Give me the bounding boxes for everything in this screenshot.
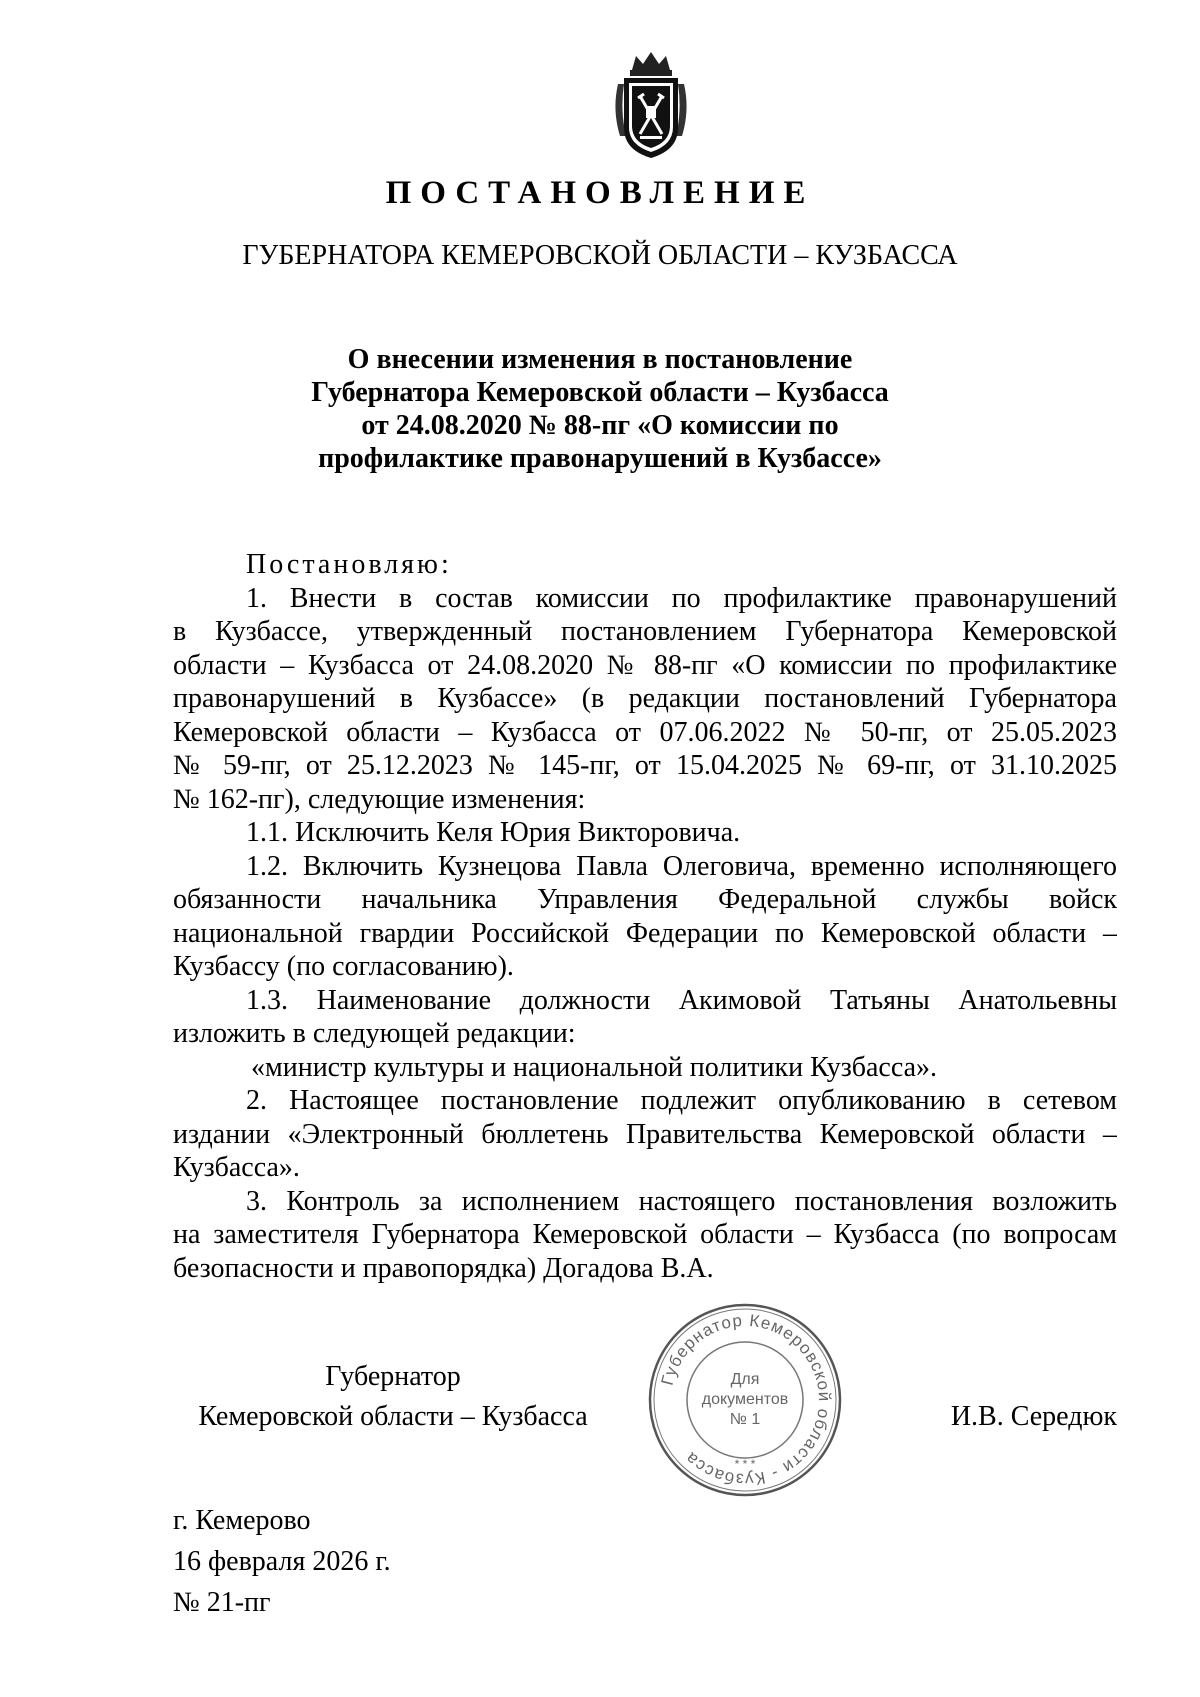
city: г. Кемерово <box>173 1505 311 1536</box>
paragraph-1-line: 1. Внести в состав комиссии по профилактике правонарушений <box>246 582 1117 614</box>
paragraph-1-line: Кемеровской области – Кузбасса от 07.06.2022 № 50-пг, от 25.05.2023 <box>173 716 1117 748</box>
title-line: от 24.08.2020 № 88-пг «О комиссии по <box>361 410 839 441</box>
title-line: Губернатора Кемеровской области – Кузбасса <box>311 377 889 408</box>
official-stamp <box>645 1300 845 1500</box>
paragraph-1-3-line: 1.3. Наименование должности Акимовой Татьяны Анатольевны <box>246 984 1117 1016</box>
signatory-position <box>173 1357 613 1437</box>
signatory-region: Кемеровской области – Кузбасса <box>198 1401 588 1432</box>
coat-of-arms-icon <box>610 50 692 162</box>
stamp-center-line: Для <box>730 1371 760 1388</box>
stamp-stars: * * * <box>734 1457 756 1471</box>
paragraph-1-1: 1.1. Исключить Келя Юрия Викторовича. <box>246 817 741 848</box>
document-footer <box>173 1500 391 1623</box>
paragraph-1-2-line: Кузбассу (по согласованию). <box>173 951 514 982</box>
paragraph-1-line: правонарушений в Кузбассе» (в редакции постановлений Губернатора <box>173 683 1117 714</box>
paragraph-1-line: области – Кузбасса от 24.08.2020 № 88-пг «О комиссии по профилактике <box>173 649 1117 681</box>
title-line: профилактике правонарушений в Кузбассе» <box>318 443 882 474</box>
intro-line: Постановляю: <box>246 549 452 580</box>
signatory-title: Губернатор <box>325 1361 461 1392</box>
document-body <box>173 548 1117 1285</box>
signatory-name: И.В. Середюк <box>950 1401 1117 1432</box>
document-date: 16 февраля 2026 г. <box>173 1546 391 1577</box>
paragraph-1-2-line: национальной гвардии Российской Федерации по Кемеровской области – <box>173 917 1117 949</box>
stamp-center-line: № 1 <box>729 1411 761 1428</box>
document-number: № 21-пг <box>173 1587 271 1618</box>
paragraph-3-line: безопасности и правопорядка) Догадова В.А. <box>173 1252 714 1284</box>
paragraph-1-line: в Кузбассе, утвержденный постановлением Губернатора Кемеровской <box>173 616 1117 647</box>
stamp-center-line: документов <box>701 1391 789 1408</box>
paragraph-3-line: 3. Контроль за исполнением настоящего постановления возложить <box>246 1185 1117 1217</box>
paragraph-1-2-line: 1.2. Включить Кузнецова Павла Олеговича, временно исполняющего <box>246 850 1117 882</box>
paragraph-2-line: Кузбасса». <box>173 1152 300 1183</box>
paragraph-2-line: издании «Электронный бюллетень Правительства Кемеровской области – <box>173 1118 1117 1150</box>
paragraph-1-2-line: обязанности начальника Управления Федеральной службы войск <box>173 884 1117 915</box>
stamp-ring-text: Губернатор Кемеровской области - Кузбасса <box>657 1310 835 1490</box>
title-line: О внесении изменения в постановление <box>347 344 853 375</box>
paragraph-1-3-quote: «министр культуры и национальной политики Кузбасса». <box>251 1051 938 1083</box>
document-type: ПОСТАНОВЛЕНИЕ <box>385 175 815 211</box>
document-title <box>240 343 960 475</box>
paragraph-2-line: 2. Настоящее постановление подлежит опубликованию в сетевом <box>246 1085 1117 1116</box>
paragraph-1-line: № 59-пг, от 25.12.2023 № 145-пг, от 15.04.2025 № 69-пг, от 31.10.2025 <box>173 750 1117 781</box>
issuer-line: ГУБЕРНАТОРА КЕМЕРОВСКОЙ ОБЛАСТИ – КУЗБАССА <box>242 240 958 271</box>
paragraph-3-line: на заместителя Губернатора Кемеровской области – Кузбасса (по вопросам <box>173 1219 1117 1250</box>
paragraph-1-3-line: изложить в следующей редакции: <box>173 1018 576 1049</box>
paragraph-1-line: № 162-пг), следующие изменения: <box>173 783 586 815</box>
